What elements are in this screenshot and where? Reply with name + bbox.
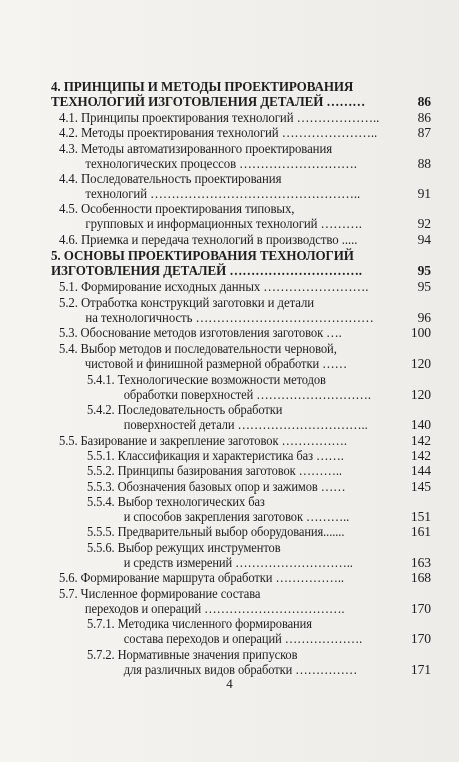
toc-entry-text: 5.5.1. Классификация и характеристика баз ……. bbox=[87, 448, 344, 463]
toc-entry-4-1 bbox=[59, 110, 431, 125]
toc-entry-text: 5. ОСНОВЫ ПРОЕКТИРОВАНИЯ ТЕХНОЛОГИЙ bbox=[51, 248, 354, 263]
toc-entry-5-7-1 bbox=[87, 616, 431, 646]
toc-page-number: 161 bbox=[410, 524, 431, 539]
toc-entry-text: переходов и операций ……………………………. bbox=[84, 601, 345, 616]
toc-page-number: 96 bbox=[417, 310, 431, 325]
toc-entry-chapter-4 bbox=[51, 79, 431, 109]
toc-entry-text: 5.5.4. Выбор технологических баз bbox=[87, 494, 265, 509]
toc-entry-5-7 bbox=[59, 586, 431, 616]
toc-entry-5-5-1 bbox=[87, 448, 431, 463]
toc-page-number: 140 bbox=[410, 417, 431, 432]
toc-entry-text: технологических процессов ………………………. bbox=[85, 156, 357, 171]
toc-entry-text: 5.5.2. Принципы базирования заготовок ……….. bbox=[87, 463, 342, 478]
toc-entry-text: и способов закрепления заготовок ……….. bbox=[123, 509, 350, 524]
toc-entry-5-4-1 bbox=[87, 372, 431, 402]
toc-page-number: 170 bbox=[410, 601, 431, 616]
toc-page-number: 142 bbox=[410, 433, 431, 448]
toc-entry-text: 4.2. Методы проектирования технологий ………………….. bbox=[59, 125, 378, 140]
toc-page-number: 144 bbox=[410, 463, 431, 478]
toc-entry-text: 4.4. Последовательность проектирования bbox=[59, 171, 282, 186]
toc-entry-5-5-2 bbox=[87, 463, 431, 478]
toc-entry-4-5 bbox=[59, 201, 431, 231]
toc-entry-5-1 bbox=[59, 279, 431, 294]
toc-entry-text: 5.7. Численное формирование состава bbox=[59, 586, 261, 601]
toc-entry-text: 5.1. Формирование исходных данных ……………………. bbox=[59, 279, 369, 294]
toc-entry-text: 5.7.2. Нормативные значения припусков bbox=[87, 647, 298, 662]
toc-entry-text: 5.5.5. Предварительный выбор оборудования....... bbox=[87, 524, 345, 539]
toc-entry-text: для различных видов обработки …………… bbox=[123, 662, 358, 677]
toc-entry-5-5-5 bbox=[87, 524, 431, 539]
toc-entry-5-5-6 bbox=[87, 540, 431, 570]
toc-entry-5-5-3 bbox=[87, 479, 431, 494]
toc-page-number: 92 bbox=[417, 216, 431, 231]
toc-entry-text: 5.2. Отработка конструкций заготовки и детали bbox=[59, 295, 315, 310]
toc-entry-5-4-2 bbox=[87, 402, 431, 432]
toc-entry-5-5 bbox=[59, 433, 431, 448]
toc-entry-4-3 bbox=[59, 141, 431, 171]
toc-entry-text: состава переходов и операций ………………. bbox=[123, 631, 363, 646]
toc-entry-text: 5.6. Формирование маршрута обработки …………….. bbox=[59, 570, 344, 585]
toc-page-number: 145 bbox=[410, 479, 431, 494]
toc-entry-text: 4. ПРИНЦИПЫ И МЕТОДЫ ПРОЕКТИРОВАНИЯ bbox=[51, 79, 354, 94]
toc-entry-text: 4.6. Приемка и передача технологий в производство ..... bbox=[59, 232, 358, 247]
toc-entry-text: 5.7.1. Методика численного формирования bbox=[87, 616, 312, 631]
toc-entry-text: 4.3. Методы автоматизированного проектирования bbox=[59, 141, 333, 156]
toc-entry-5-6 bbox=[59, 570, 431, 585]
toc-page-number: 95 bbox=[417, 279, 431, 294]
toc-entry-5-4 bbox=[59, 341, 431, 371]
toc-entry-4-2 bbox=[59, 125, 431, 140]
toc-page-number: 100 bbox=[410, 325, 431, 340]
toc-entry-text: и средств измерений ……………………….. bbox=[123, 555, 353, 570]
toc-entry-text: 5.5. Базирование и закрепление заготовок ……………. bbox=[59, 433, 347, 448]
toc-page-number: 142 bbox=[410, 448, 431, 463]
toc-page-number: 171 bbox=[410, 662, 431, 677]
toc-entry-5-2 bbox=[59, 295, 431, 325]
toc-entry-text: 4.5. Особенности проектирования типовых, bbox=[59, 201, 295, 216]
toc-entry-text: поверхностей детали ………………………….. bbox=[123, 417, 368, 432]
toc-page-number: 120 bbox=[410, 356, 431, 371]
toc-entry-text: 5.3. Обоснование методов изготовления заготовок …. bbox=[59, 325, 342, 340]
toc-entry-text: 4.1. Принципы проектирования технологий ……………….. bbox=[59, 110, 380, 125]
toc-entry-text: на технологичность …………………………………… bbox=[85, 310, 374, 325]
page-number: 4 bbox=[226, 676, 233, 691]
toc-page-number: 170 bbox=[410, 631, 431, 646]
toc-entry-text: 5.5.6. Выбор режущих инструментов bbox=[87, 540, 281, 555]
toc-page-number: 86 bbox=[417, 94, 431, 109]
toc-entry-text: 5.4. Выбор методов и последовательности черновой, bbox=[59, 341, 337, 356]
toc-page-number: 87 bbox=[417, 125, 431, 140]
toc-entry-text: 5.4.2. Последовательность обработки bbox=[87, 402, 283, 417]
toc-entry-text: ТЕХНОЛОГИЙ ИЗГОТОВЛЕНИЯ ДЕТАЛЕЙ ……… bbox=[51, 94, 366, 109]
toc-entry-text: 5.5.3. Обозначения базовых опор и зажимов …… bbox=[87, 479, 346, 494]
toc-page-number: 168 bbox=[410, 570, 431, 585]
toc-entry-text: чистовой и финишной размерной обработки …… bbox=[84, 356, 348, 371]
toc-entry-text: технологий ………………………………………….. bbox=[85, 186, 361, 201]
toc-entry-text: 5.4.1. Технологические возможности методов bbox=[87, 372, 326, 387]
toc-entry-4-6 bbox=[59, 232, 431, 247]
toc-entry-text: ИЗГОТОВЛЕНИЯ ДЕТАЛЕЙ …………………………. bbox=[51, 263, 362, 278]
toc-page-number: 88 bbox=[417, 156, 431, 171]
toc-entry-text: обработки поверхностей ………………………. bbox=[123, 387, 371, 402]
toc-entry-5-5-4 bbox=[87, 494, 431, 524]
toc-entry-4-4 bbox=[59, 171, 431, 201]
toc-page-number: 151 bbox=[410, 509, 431, 524]
toc-page-number: 120 bbox=[410, 387, 431, 402]
toc-page-number: 91 bbox=[417, 186, 431, 201]
toc-entry-5-7-2 bbox=[87, 647, 431, 677]
toc-entry-5-3 bbox=[59, 325, 431, 340]
toc-page-number: 163 bbox=[410, 555, 431, 570]
toc-page-number: 94 bbox=[417, 232, 431, 247]
toc-page-number: 95 bbox=[417, 263, 431, 278]
toc-entry-chapter-5 bbox=[51, 248, 431, 278]
toc-entry-text: групповых и информационных технологий ………. bbox=[85, 216, 362, 231]
toc-page-number: 86 bbox=[417, 110, 431, 125]
